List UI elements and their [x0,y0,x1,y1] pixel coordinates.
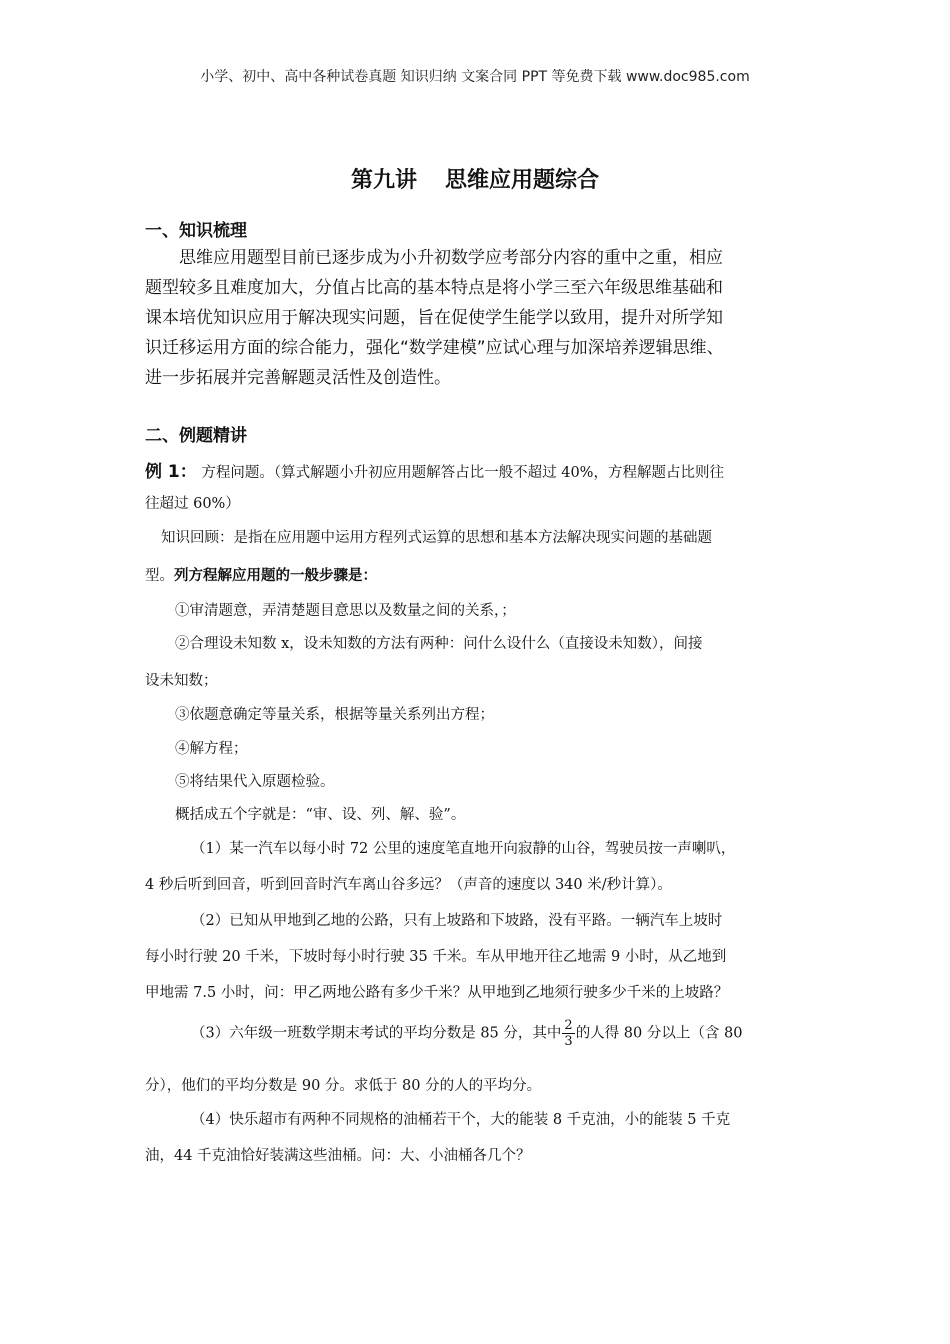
fraction-numerator: 2 [564,1018,573,1033]
knowledge-line: 进一步拓展并完善解题灵活性及创造性。 [145,368,451,388]
problem-1-cont: 4 秒后听到回音，听到回音时汽车离山谷多远？（声音的速度以 340 米/秒计算）。 [145,877,672,893]
problem-1: （1）某一汽车以每小时 72 公里的速度笔直地开向寂静的山谷，驾驶员按一声喇叭， [191,841,736,857]
problem-3-text-b: 的人得 80 分以上（含 80 [575,1025,743,1042]
step-summary: 概括成五个字就是：“审、设、列、解、验”。 [175,807,466,823]
review-line: 知识回顾：是指在应用题中运用方程列式运算的思想和基本方法解决现实问题的基础题 [161,530,712,546]
step-item: ④解方程； [175,741,248,757]
problem-3-cont: 分），他们的平均分数是 90 分。求低于 80 分的人的平均分。 [145,1078,542,1094]
title-topic: 思维应用题综合 [445,168,600,193]
section-heading-examples: 二、例题精讲 [145,426,247,446]
step-item: ①审清题意，弄清楚题目意思以及数量之间的关系，； [175,603,516,619]
problem-2: （2）已知从甲地到乙地的公路，只有上坡路和下坡路，没有平路。一辆汽车上坡时 [191,913,723,929]
step-item-cont: 设未知数； [145,673,218,689]
problem-3-text-a: （3）六年级一班数学期末考试的平均分数是 85 分，其中 [191,1025,562,1042]
fraction-denominator: 3 [564,1034,573,1049]
review-text: 型。 [145,568,174,584]
problem-2-cont: 甲地需 7.5 小时，问：甲乙两地公路有多少千米？从甲地到乙地须行驶多少千米的上坡路？ [145,985,729,1001]
example-1-line [145,457,724,482]
steps-heading: 列方程解应用题的一般步骤是： [174,568,377,584]
problem-4-cont: 油，44 千克油恰好装满这些油桶。问：大、小油桶各几个？ [145,1148,531,1164]
problem-3 [191,1018,742,1049]
page-title [0,163,950,194]
section-heading-knowledge: 一、知识梳理 [145,221,247,241]
step-item: ③依题意确定等量关系，根据等量关系列出方程； [175,707,494,723]
example-label: 例 1： [145,462,197,482]
knowledge-line: 思维应用题型目前已逐步成为小升初数学应考部分内容的重中之重，相应 [179,248,723,268]
step-item: ⑤将结果代入原题检验。 [175,774,335,790]
problem-2-cont: 每小时行驶 20 千米，下坡时每小时行驶 35 千米。车从甲地开往乙地需 9 小时，从乙地到 [145,949,727,965]
site-header: 小学、初中、高中各种试卷真题 知识归纳 文案合同 PPT 等免费下载 www.doc985.com [200,69,750,85]
problem-4: （4）快乐超市有两种不同规格的油桶若干个，大的能装 8 千克油，小的能装 5 千克 [191,1112,731,1128]
knowledge-line: 识迁移运用方面的综合能力，强化“数学建模”应试心理与加深培养逻辑思维、 [145,338,724,358]
fraction-two-thirds [562,1018,574,1049]
title-lecture-number: 第九讲 [350,168,417,193]
knowledge-line: 课本培优知识应用于解决现实问题，旨在促使学生能学以致用，提升对所学知 [145,308,723,328]
step-item: ②合理设未知数 x，设未知数的方法有两种：问什么设什么（直接设未知数），间接 [175,636,703,652]
example-1-text-cont: 往超过 60%） [145,496,240,512]
example-1-text: 方程问题。（算式解题小升初应用题解答占比一般不超过 40%，方程解题占比则往 [201,465,724,481]
review-line-2 [145,564,377,585]
knowledge-line: 题型较多且难度加大，分值占比高的基本特点是将小学三至六年级思维基础和 [145,278,723,298]
